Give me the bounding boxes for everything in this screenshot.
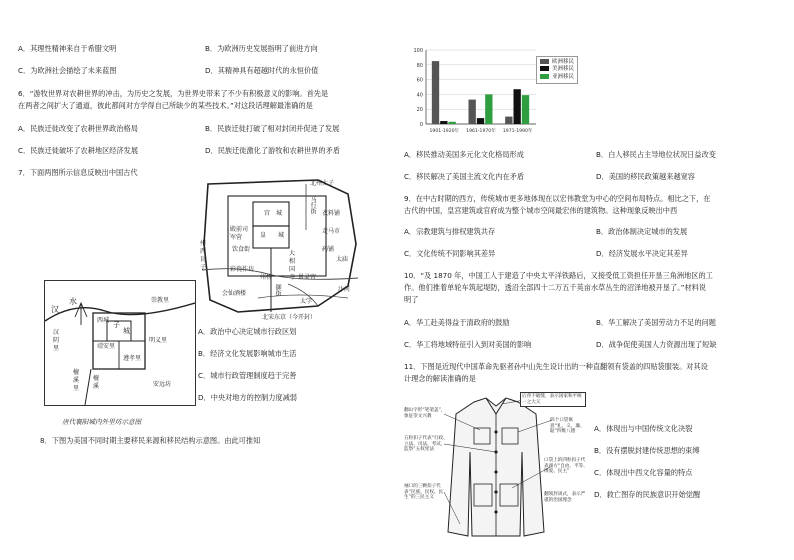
map2-label-zouma: 走马市 bbox=[322, 228, 341, 235]
chart-option-c[interactable]: C．移民解决了美国主流文化内在矛盾 bbox=[404, 172, 525, 181]
map1-label-zunxiao: 遵孝里 bbox=[123, 355, 142, 362]
q6-option-b[interactable]: B．民族迁徙打破了相对封闭并促进了发展 bbox=[205, 124, 340, 133]
map2-label-huixian: 会仙酒楼 bbox=[222, 290, 247, 297]
map2-label-jingling: 景灵宫 bbox=[298, 274, 317, 281]
q5-option-d[interactable]: D．其精神具有超越时代的永恒价值 bbox=[205, 66, 319, 75]
q5-option-b[interactable]: B．为欧洲历史发展指明了前进方向 bbox=[205, 44, 318, 53]
map-song-dongjing-svg bbox=[198, 174, 366, 322]
q10-stem-line1: 10．“及 1870 年，中国工人于建造了中央太平洋铁路后，又接受低工资担任开垦三角洲地区的工 bbox=[404, 271, 713, 280]
map1-label-han: 汉 bbox=[51, 305, 59, 314]
zhongshan-suit-diagram bbox=[404, 392, 588, 542]
map1-label-cheng: 城 bbox=[123, 327, 130, 335]
legend-swatch-europe bbox=[540, 59, 549, 64]
q6-option-c[interactable]: C．民族迁徙破坏了农耕地区经济发展 bbox=[18, 146, 139, 155]
map2-label-taimiao: 太庙 bbox=[336, 256, 349, 263]
map2-label-bianhe: 汴河 bbox=[338, 286, 351, 293]
migration-chart bbox=[404, 44, 594, 138]
map2-label-caici: 彩瓷作坊 bbox=[230, 266, 255, 273]
map2-label-dianqian: 殿前司军营 bbox=[230, 226, 249, 242]
map2-label-cheng2: 城 bbox=[278, 232, 285, 239]
map2-label-taixue: 太学 bbox=[300, 298, 313, 305]
q11-option-d[interactable]: D．救亡图存的民族意识开始觉醒 bbox=[594, 490, 701, 499]
q10-option-a[interactable]: A．华工赴美得益于清政府的鼓励 bbox=[404, 318, 510, 327]
chart-option-d[interactable]: D．美国的移民政策越来越宽容 bbox=[596, 172, 695, 181]
q11-stem-line1: 11．下图是近现代中国革命先驱者孙中山先生设计出的一种直翻领有袋盖的四贴袋服装。对其设 bbox=[404, 362, 708, 371]
chart-bar bbox=[477, 118, 484, 124]
q7-option-b[interactable]: B．经济文化发展影响城市生活 bbox=[198, 349, 297, 358]
map1-label-tanxili: 檀溪里 bbox=[73, 369, 80, 393]
chart-ytick-label: 80 bbox=[416, 62, 423, 69]
q9-option-b[interactable]: B．政治体制决定城市的发展 bbox=[596, 227, 688, 236]
chart-ytick-label: 0 bbox=[419, 122, 423, 128]
legend-swatch-asia bbox=[540, 74, 549, 79]
q5-option-c[interactable]: C．为欧洲社会描绘了未来蓝图 bbox=[18, 66, 117, 75]
map2-label-xiangguo: 大相国寺 bbox=[289, 250, 296, 282]
q6-stem-line2: 在两者之间扩大了通道，彼此都间对方学得自己所缺少的某些技术。”对这段话理解最准确的是 bbox=[18, 101, 313, 110]
map2-label-zhouxi: 州西瓦子 bbox=[200, 240, 207, 272]
legend-label-asia: 亚洲移民 bbox=[552, 73, 575, 80]
q11-option-c[interactable]: C．体现出中西文化容量的特点 bbox=[594, 468, 693, 477]
map2-label-cheng1: 城 bbox=[276, 210, 283, 217]
map1-label-zi: 子 bbox=[113, 321, 120, 329]
q10-stem-line3: 明了 bbox=[404, 295, 419, 304]
q9-option-c[interactable]: C．文化传统不同影响其差异 bbox=[404, 249, 496, 258]
suit-note-pen-rack: 翻山字形“笔架盖”，象征崇文兴教 bbox=[404, 408, 446, 419]
chart-bar bbox=[440, 121, 447, 124]
q7-stem: 7．下面两图所示信息反映出中国古代 bbox=[18, 168, 138, 177]
suit-note-collar: 翻领封闭式，表示严谨的治国理念 bbox=[544, 492, 586, 503]
chart-ytick-label: 20 bbox=[416, 107, 423, 114]
chart-bar bbox=[505, 117, 512, 124]
q11-stem-line2: 计理念的解读准确的是 bbox=[404, 374, 476, 383]
map2-label-zhouqiao: 州桥 bbox=[260, 274, 273, 281]
map1-label-chongjiao: 崇教里 bbox=[151, 297, 170, 304]
q6-option-a[interactable]: A．民族迁徙改变了农耕世界政治格局 bbox=[18, 124, 138, 133]
legend-item-asia bbox=[540, 74, 574, 81]
q10-option-b[interactable]: B．华工解决了美国劳动力不足的问题 bbox=[596, 318, 716, 327]
chart-xtick-label: 1971-1990年 bbox=[502, 129, 533, 134]
q7-option-c[interactable]: C．城市行政管理制度趋于完善 bbox=[198, 371, 297, 380]
q10-option-d[interactable]: D．战争促使美国人力资源出现了短缺 bbox=[596, 340, 717, 349]
chart-bar bbox=[449, 122, 456, 124]
map-song-dongjing bbox=[198, 174, 366, 322]
map2-label-gong: 宫 bbox=[264, 210, 271, 217]
chart-option-b[interactable]: B．白人移民占主导地位状况日益改变 bbox=[596, 150, 716, 159]
q6-stem-line1: 6．“游牧世界对农耕世界的冲击，为历史之发展，为世界史带来了不少有积极意义的影响。首先是 bbox=[18, 89, 329, 98]
map1-label-tanxi: 檀溪 bbox=[93, 375, 100, 391]
chart-option-a[interactable]: A．移民推动美国多元化文化格局形成 bbox=[404, 150, 524, 159]
map1-label-hanyin: 汉阴里 bbox=[53, 329, 60, 353]
map2-label-yaopu: 药铺 bbox=[322, 246, 335, 253]
legend-label-america: 美洲移民 bbox=[552, 66, 575, 73]
map1-label-xicheng: 西城 bbox=[97, 317, 110, 324]
legend-item-america bbox=[540, 66, 574, 73]
chart-ytick-label: 60 bbox=[416, 77, 423, 84]
q9-option-d[interactable]: D．经济发展水平决定其差异 bbox=[596, 249, 688, 258]
suit-note-back: 后背不破缝，表示国家和平统一之大义 bbox=[520, 392, 586, 407]
q5-option-a[interactable]: A．其理性精神来自于希腊文明 bbox=[18, 44, 117, 53]
q7-option-a[interactable]: A．政治中心决定城市行政区划 bbox=[198, 327, 297, 336]
chart-bar bbox=[485, 94, 492, 124]
q9-option-a[interactable]: A．宗教建筑与排权建筑共存 bbox=[404, 227, 496, 236]
map2-label-beizhou: 北州太子 bbox=[310, 180, 335, 187]
chart-bar bbox=[514, 89, 521, 124]
map-tang-xiangyang-svg bbox=[45, 281, 195, 405]
map2-label-yinshi: 饮食街 bbox=[232, 246, 251, 253]
map-tang-xiangyang bbox=[44, 280, 196, 406]
suit-note-cuff-buttons: 袖口的三颗扣子代表“民族、民权、民生”的三民主义 bbox=[404, 484, 444, 500]
chart-bar bbox=[469, 100, 476, 124]
q9-stem-line2: 古代的中国，皇宫建筑或官府成为整个城市空间最宏伟的建筑物。这种现象反映出中西 bbox=[404, 206, 678, 215]
suit-note-pocket-buttons: 口袋上的四粒扣子代表西方“自由、平等、博爱、民主” bbox=[544, 458, 588, 474]
map2-label-yiliao: 衣料铺 bbox=[322, 210, 341, 217]
legend-label-europe: 欧洲移民 bbox=[552, 59, 575, 65]
suit-note-five-buttons: 五粒扣子代表“行政、立法、司法、考试、监察”五权宪法 bbox=[404, 436, 448, 452]
map1-caption: 唐代襄阳城内外里坊示意图 bbox=[62, 418, 142, 426]
q9-stem-line1: 9．在中古时期的西方，传统城市更多地体现在以宏伟教堂为中心的空间布局特点。相比之下，在 bbox=[404, 194, 711, 203]
map1-label-shui: 水 bbox=[69, 297, 77, 306]
q8-stem: 8．下图为美国不同时期主要移民来源和移民结构示意图。由此可推知 bbox=[40, 436, 261, 445]
chart-bar bbox=[432, 61, 439, 124]
q7-option-d[interactable]: D．中央对地方的控制力度减弱 bbox=[198, 393, 297, 402]
chart-ytick-label: 40 bbox=[416, 92, 423, 99]
q10-option-c[interactable]: C．华工将地域特征引入到对美国的影响 bbox=[404, 340, 532, 349]
q11-option-b[interactable]: B．没有摆脱封建传统思想的束缚 bbox=[594, 446, 700, 455]
map2-label-huang: 皇 bbox=[260, 232, 267, 239]
chart-xtick-label: 1901-1920年 bbox=[429, 129, 460, 134]
q11-option-a[interactable]: A．体现出与中国传统文化决裂 bbox=[594, 424, 693, 433]
map1-label-mingyi: 明义里 bbox=[149, 337, 168, 344]
chart-xtick-label: 1961-1970年 bbox=[466, 129, 496, 134]
legend-swatch-america bbox=[540, 66, 549, 71]
suit-note-four-pockets: 四个口袋寓意“礼、义、廉、耻”四维八德 bbox=[550, 418, 585, 434]
map2-label-yujie: 御街 bbox=[274, 284, 282, 296]
q6-option-d[interactable]: D．民族迁徙激化了游牧和农耕世界的矛盾 bbox=[205, 146, 340, 155]
chart-legend bbox=[536, 56, 578, 84]
map2-label-maxing: 马行街 bbox=[309, 196, 317, 214]
map1-label-anyuan: 安远坊 bbox=[153, 381, 172, 388]
map1-label-jingan: 靖安里 bbox=[97, 343, 116, 350]
map2-caption: 北宋东京（今开封） bbox=[262, 314, 317, 321]
chart-ytick-label: 100 bbox=[413, 48, 423, 54]
q10-stem-line2: 作。他们推着单轮车筑起堤防，透沿全部四十二万五千英亩水草丛生的沼泽地被开垦了。”材料说 bbox=[404, 283, 707, 292]
chart-bar bbox=[522, 95, 529, 124]
